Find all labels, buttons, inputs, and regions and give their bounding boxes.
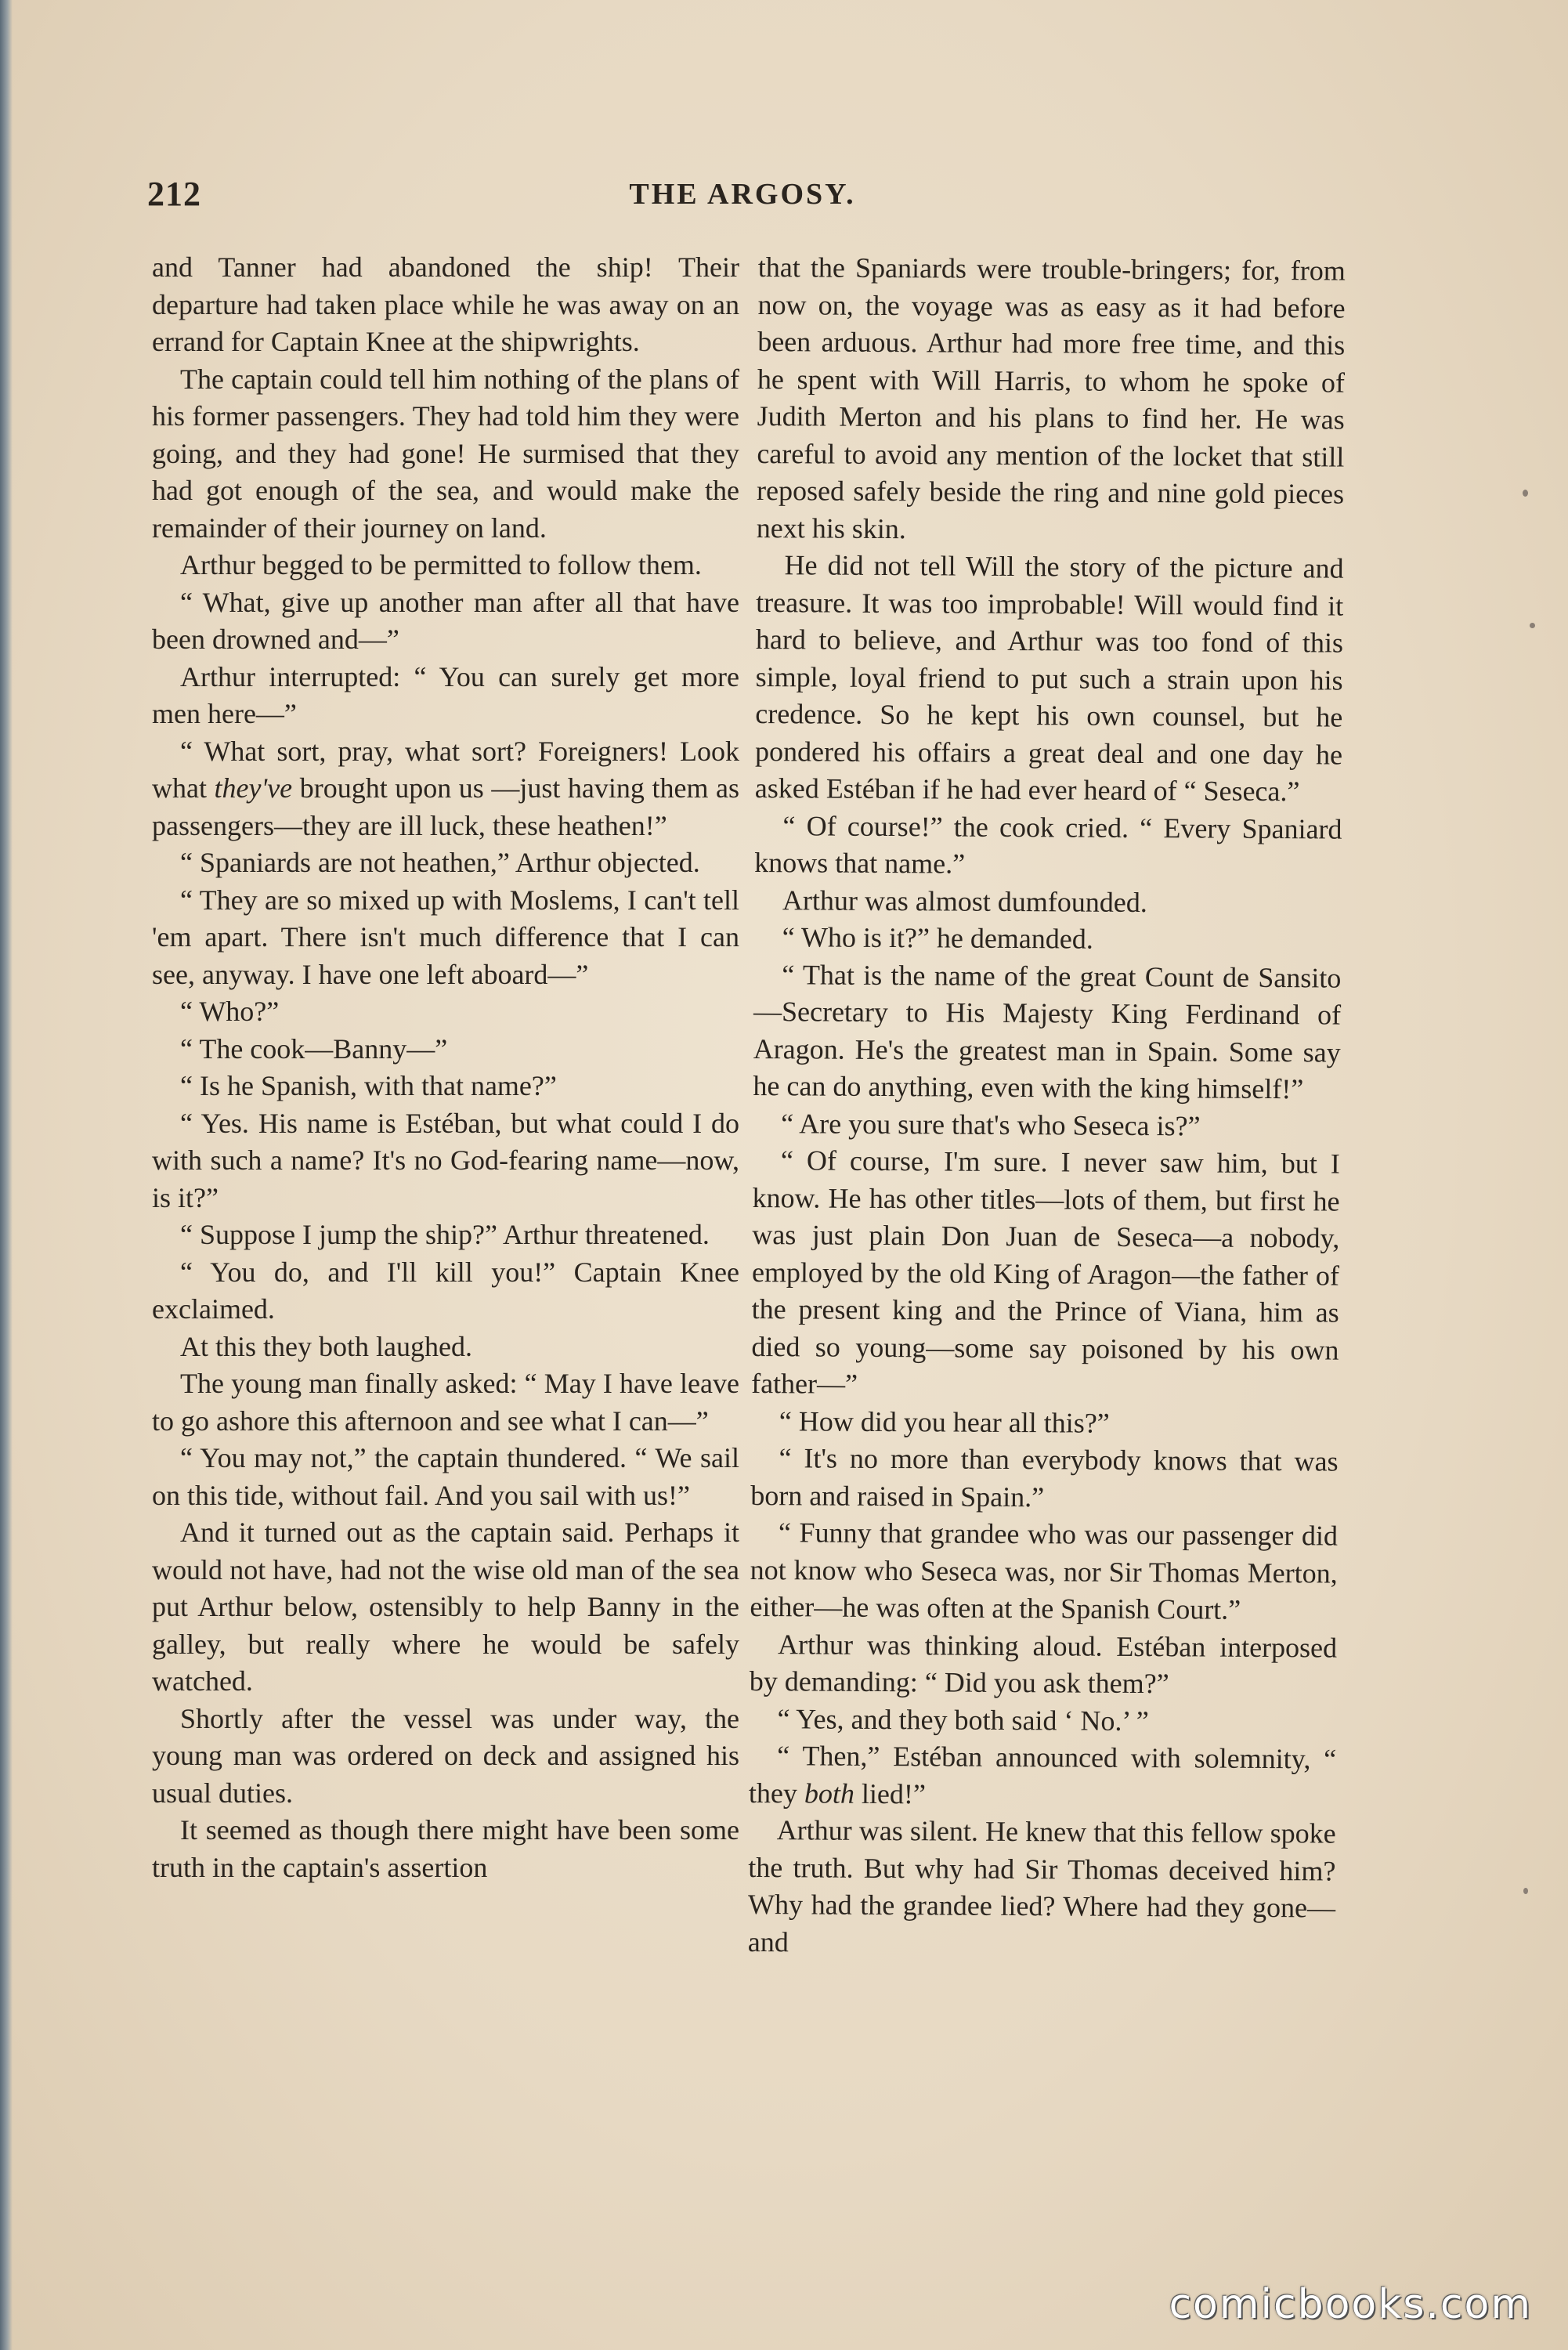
paragraph: “ They are so mixed up with Moslems, I can't tell 'em apart. There isn't much difference that I can see, anyway. I have one left aboard—” bbox=[152, 884, 739, 990]
page-header bbox=[147, 174, 1338, 221]
paragraph: “ Who?” bbox=[180, 996, 280, 1027]
paragraph: “ It's no more than everybody knows that was born and raised in Spain.” bbox=[750, 1442, 1339, 1513]
italic-run: both bbox=[804, 1777, 855, 1810]
italic-run: they've bbox=[214, 772, 293, 804]
paragraph: and Tanner had abandoned the ship! Their departure had taken place while he was away on an errand for Captain Knee at the shipwrights. bbox=[152, 251, 739, 357]
paragraph: that the Spaniards were trouble-bringers; for, from now on, the voyage was as easy as it had before been arduous. Arthur had more free time, and this he spent with Will Harris, to whom he spoke of Judith Merton and his plans to find her. He was careful to avoid any mention of the locket that still reposed safely beside the ring and nine gold pieces next his skin. bbox=[756, 251, 1346, 544]
print-speck bbox=[1523, 490, 1528, 497]
paragraph: Arthur was almost dumfounded. bbox=[782, 884, 1147, 918]
paragraph: Arthur was silent. He knew that this fellow spoke the truth. But why had Sir Thomas deceived him? Why had the grandee lied? Where had they gone—and bbox=[747, 1814, 1336, 1958]
paragraph: “ Yes, and they both said ‘ No.’ ” bbox=[777, 1702, 1149, 1737]
paragraph: “ Yes. His name is Estéban, but what could I do with such a name? It's no God-fearing name—now, is it?” bbox=[152, 1107, 739, 1213]
paragraph: “ That is the name of the great Count de Sansito—Secretary to His Majesty King Ferdinand of Aragon. He's the greatest man in Spain. Some say he can do anything, even with the king himself!” bbox=[753, 958, 1342, 1105]
paragraph: At this they both laughed. bbox=[180, 1330, 472, 1362]
paragraph: “ Is he Spanish, with that name?” bbox=[180, 1070, 557, 1101]
paragraph: And it turned out as the captain said. Perhaps it would not have, had not the wise old man of the sea put Arthur below, ostensibly to help Banny in the galley, but really where he would be safely watched. bbox=[152, 1517, 739, 1697]
paragraph: The young man finally asked: “ May I have leave to go ashore this afternoon and see what I can—” bbox=[152, 1368, 739, 1437]
paragraph: The captain could tell him nothing of the plans of his former passengers. They had told him they were going, and they had gone! He surmised that they had got enough of the sea, and would make the remainder of their journey on land. bbox=[152, 363, 739, 544]
print-speck bbox=[1530, 623, 1535, 628]
paragraph: “ How did you hear all this?” bbox=[779, 1405, 1110, 1439]
paragraph: He did not tell Will the story of the picture and treasure. It was too improbable! Will would find it hard to believe, and Arthur was too fond of this simple, loyal friend to put such a strain upon his credence. So he kept his own counsel, but he pondered his offairs a great deal and one day he asked Estéban if he had ever heard of “ Seseca.” bbox=[754, 549, 1344, 808]
text-run: brought upon us —just having them as passengers—they are ill luck, these heathen!” bbox=[152, 772, 739, 841]
print-speck bbox=[1523, 1888, 1528, 1894]
paragraph: “ Who is it?” he demanded. bbox=[782, 921, 1093, 955]
page-number: 212 bbox=[147, 175, 201, 213]
paragraph: “ You do, and I'll kill you!” Captain Knee exclaimed. bbox=[152, 1256, 739, 1325]
text-column-left bbox=[152, 249, 739, 1886]
binding-edge bbox=[0, 0, 13, 2350]
paragraph: “ Suppose I jump the ship?” Arthur threatened. bbox=[180, 1219, 710, 1250]
paragraph: “ The cook—Banny—” bbox=[180, 1032, 448, 1065]
paragraph: “ Spaniards are not heathen,” Arthur objected. bbox=[180, 847, 700, 878]
text-run: “ What sort, pray, what sort? Foreigners! Look what bbox=[152, 735, 739, 804]
paragraph: Arthur begged to be permitted to follow them. bbox=[180, 549, 702, 580]
paragraph bbox=[152, 733, 739, 845]
paragraph: “ You may not,” the captain thundered. “ We sail on this tide, without fail. And you sail with us!” bbox=[152, 1442, 739, 1511]
text-run: lied!” bbox=[854, 1777, 927, 1810]
running-head: THE ARGOSY. bbox=[629, 178, 856, 211]
text-column-right bbox=[748, 249, 1346, 1965]
paragraph: Arthur interrupted: “ You can surely get more men here—” bbox=[152, 660, 739, 729]
paragraph: “ Are you sure that's who Seseca is?” bbox=[781, 1107, 1201, 1141]
paragraph: “ Of course, I'm sure. I never saw him, but I know. He has other titles—lots of them, but first he was just plain Don Juan de Seseca—a nobody, employed by the old King of Aragon—the father of the present king and the Prince of Viana, him as died so young—some say poisoned by his own father—” bbox=[751, 1144, 1341, 1400]
text-run: “ Then,” Estéban announced with solemnity, “ they bbox=[748, 1740, 1337, 1809]
paragraph: Arthur was thinking aloud. Estéban interposed by demanding: “ Did you ask them?” bbox=[749, 1628, 1338, 1700]
paragraph bbox=[749, 1737, 1337, 1816]
paragraph: Shortly after the vessel was under way, the young man was ordered on deck and assigned his usual duties. bbox=[152, 1702, 739, 1809]
paragraph: “ What, give up another man after all that have been drowned and—” bbox=[152, 586, 739, 655]
watermark-logo: comicbooks.com bbox=[1169, 2281, 1532, 2328]
paragraph: It seemed as though there might have been some truth in the captain's assertion bbox=[152, 1814, 739, 1883]
paragraph: “ Funny that grandee who was our passenger did not know who Seseca was, nor Sir Thomas Merton, either—he was often at the Spanish Court.” bbox=[750, 1517, 1339, 1625]
paragraph: “ Of course!” the cook cried. “ Every Spaniard knows that name.” bbox=[754, 809, 1342, 880]
